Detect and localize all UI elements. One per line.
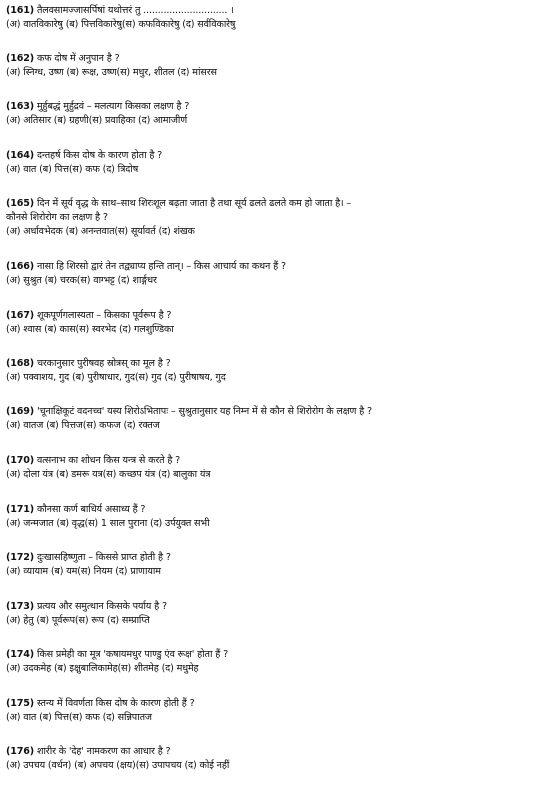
question-text: (176) शारीर के 'देह' नामकरण का आधार है ?	[6, 746, 171, 757]
question-165	[6, 197, 547, 239]
answer-options: (अ) सुश्रुत (ब) चरक(स) वाग्भट्ट (द) शार्ङ्गधर	[6, 275, 157, 286]
question-173	[6, 600, 547, 628]
question-text: (173) प्रत्यय और समुत्थान किसके पर्याय है ?	[6, 601, 167, 612]
question-text: (174) किस प्रमेही का मूत्र 'कषायमधुर पाण्डु एंव रूक्ष' होता हैं ?	[6, 649, 229, 660]
answer-options: (अ) वात (ब) पित्त(स) कफ (द) सन्निपातज	[6, 712, 152, 723]
question-172	[6, 551, 547, 579]
question-number: (169)	[6, 406, 35, 417]
question-169	[6, 405, 547, 433]
answer-options: (अ) उदकमेह (ब) इक्षुबालिकामेह(स) शीतमेह (द) मधुमेह	[6, 663, 199, 674]
question-171	[6, 503, 547, 531]
answer-options: (अ) जन्मजात (ब) वृद्ध(स) 1 साल पुराना (द) उर्पयुक्त सभी	[6, 518, 210, 529]
question-number: (166)	[6, 261, 35, 272]
question-170	[6, 454, 547, 482]
question-number: (168)	[6, 358, 35, 369]
question-text: (168) चरकानुसार पुरीषवह स्रोत्रस् का मूल है ?	[6, 358, 171, 369]
question-text: (164) दन्तहर्ष किस दोष के कारण होता है ?	[6, 150, 163, 161]
question-168	[6, 357, 547, 385]
question-text: (162) कफ दोष में अनुपान है ?	[6, 53, 120, 64]
question-164	[6, 149, 547, 177]
answer-options: (अ) वात (ब) पित्त(स) कफ (द) त्रिदोष	[6, 164, 139, 175]
answer-options: (अ) स्निग्ध, उष्ण (ब) रूक्ष, उष्ण(स) मधुर, शीतल (द) मांसरस	[6, 67, 217, 78]
answer-options: (अ) अतिसार (ब) ग्रहणी(स) प्रवाहिका (द) आमाजीर्ण	[6, 115, 188, 126]
question-163	[6, 100, 547, 128]
answer-options: (अ) दोला यंत्र (ब) डमरू यत्र(स) कच्छप यंत्र (द) बालुका यंत्र	[6, 469, 211, 480]
question-text-continued: कौनसे शिरोरोग का लक्षण है ?	[6, 212, 108, 223]
question-number: (175)	[6, 698, 35, 709]
answer-options: (अ) व्यायाम (ब) यम(स) नियम (द) प्राणायाम	[6, 566, 161, 577]
question-161	[6, 4, 547, 32]
question-162	[6, 52, 547, 80]
question-text: (170) वत्सनाभ का शोधन किस यन्त्र से करते है ?	[6, 455, 181, 466]
answer-options: (अ) श्वास (ब) कास(स) स्वरभेद (द) गलशुण्डिका	[6, 324, 174, 335]
question-number: (172)	[6, 552, 35, 563]
question-number: (173)	[6, 601, 35, 612]
question-text: (167) शूकपूर्णगलास्यता – किसका पूर्वरूप है ?	[6, 310, 172, 321]
question-text: (169) 'चूनाक्षिकूटं वदनच्च' यस्य शिरोऽभितापः – सुश्रुतानुसार यह निम्न में से कौन से शिरोरोग के लक्षण है ?	[6, 406, 372, 417]
question-text: (165) दिन में सूर्य वृद्ध के साथ–साथ शिरःशूल बढ़ता जाता है तथा सूर्य ढलते ढलते कम हो जाता है। –	[6, 198, 352, 209]
question-167	[6, 309, 547, 337]
question-175	[6, 697, 547, 725]
question-number: (174)	[6, 649, 35, 660]
question-text: (163) मुर्हुबद्धं मुर्हुद्रवं – मलत्याग किसका लक्षण है ?	[6, 101, 190, 112]
question-text: (161) तैलवसामज्जासर्पिषां यथोत्तरं तु ............................. ।	[6, 5, 234, 16]
question-number: (164)	[6, 150, 35, 161]
answer-options: (अ) उपचय (वर्धन) (ब) अपचय (क्षय)(स) उपापचय (द) कोई नहीं	[6, 760, 230, 771]
question-166	[6, 260, 547, 288]
question-number: (167)	[6, 310, 35, 321]
question-176	[6, 745, 547, 773]
question-text: (172) दुःखासहिष्णुता – किससे प्राप्त होती है ?	[6, 552, 171, 563]
question-text: (175) स्तन्य में विवर्णता किस दोष के कारण होती हैं ?	[6, 698, 195, 709]
question-number: (162)	[6, 53, 35, 64]
question-number: (176)	[6, 746, 35, 757]
question-174	[6, 648, 547, 676]
question-number: (171)	[6, 504, 35, 515]
question-number: (163)	[6, 101, 35, 112]
answer-options: (अ) पक्वाशय, गुद (ब) पुरीषाधार, गुद(स) गुद (द) पुरीषाषय, गुद	[6, 372, 226, 383]
answer-options: (अ) वातविकारेषु (ब) पित्तविकारेषु(स) कफविकारेषु (द) सर्वविकारेषु	[6, 19, 236, 30]
answer-options: (अ) वातज (ब) पित्तज(स) कफज (द) रक्तज	[6, 420, 160, 431]
question-number: (170)	[6, 455, 35, 466]
question-number: (165)	[6, 198, 35, 209]
question-number: (161)	[6, 5, 35, 16]
question-text: (166) नासा हि शिरसो द्वारं तेन तद्व्याप्य हन्ति तान्। – किस आचार्य का कथन हैं ?	[6, 261, 286, 272]
answer-options: (अ) अर्धावभेदक (ब) अनन्तवात(स) सूर्यावर्त (द) शंखक	[6, 226, 195, 237]
question-text: (171) कौनसा कर्ण बाधिर्य असाध्य हैं ?	[6, 504, 146, 515]
answer-options: (अ) हेतु (ब) पूर्वरूप(स) रूप (द) सम्प्राप्ति	[6, 615, 150, 626]
